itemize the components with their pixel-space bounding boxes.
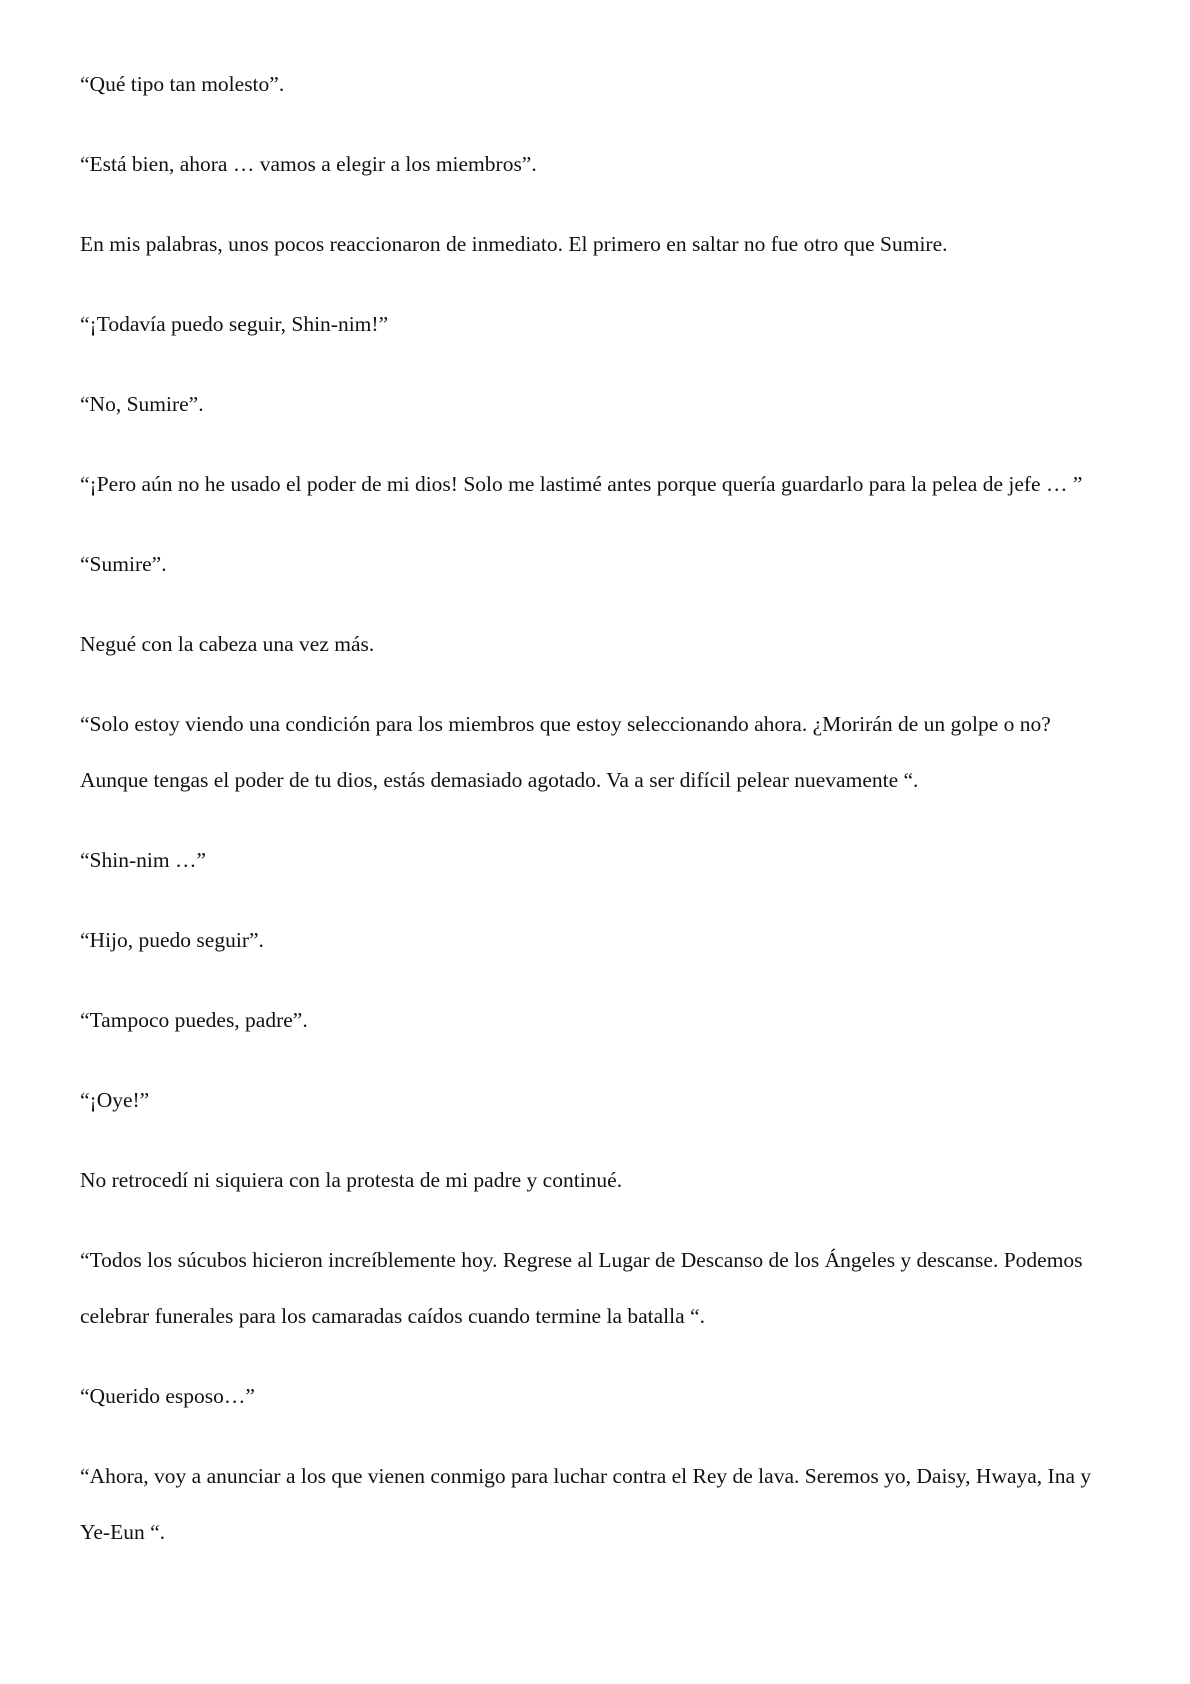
paragraph-3: En mis palabras, unos pocos reaccionaron de inmediato. El primero en saltar no fue otro que Sumire.: [80, 232, 948, 256]
paragraph-5: “No, Sumire”.: [80, 392, 204, 416]
paragraph-1: “Qué tipo tan molesto”.: [80, 72, 285, 96]
document-body: [80, 56, 1120, 1584]
paragraph-12: “Tampoco puedes, padre”.: [80, 1008, 308, 1032]
paragraph-10: “Shin-nim …”: [80, 848, 206, 872]
paragraph-9: “Solo estoy viendo una condición para los miembros que estoy seleccionando ahora. ¿Morirán de un golpe o no? Aunque tengas el poder de tu dios, estás demasiado agotado. Va a ser difícil pelear nuevamente “.: [80, 712, 1051, 792]
paragraph-6: “¡Pero aún no he usado el poder de mi dios! Solo me lastimé antes porque quería guardarlo para la pelea de jefe … ”: [80, 472, 1083, 496]
paragraph-15: “Todos los súcubos hicieron increíblemente hoy. Regrese al Lugar de Descanso de los Ángeles y descanse. Podemos celebrar funerales para los camaradas caídos cuando termine la batalla “.: [80, 1248, 1083, 1328]
paragraph-4: “¡Todavía puedo seguir, Shin-nim!”: [80, 312, 389, 336]
paragraph-13: “¡Oye!”: [80, 1088, 150, 1112]
paragraph-7: “Sumire”.: [80, 552, 167, 576]
paragraph-11: “Hijo, puedo seguir”.: [80, 928, 264, 952]
paragraph-2: “Está bien, ahora … vamos a elegir a los miembros”.: [80, 152, 537, 176]
paragraph-16: “Querido esposo…”: [80, 1384, 255, 1408]
paragraph-14: No retrocedí ni siquiera con la protesta de mi padre y continué.: [80, 1168, 623, 1192]
paragraph-17: “Ahora, voy a anunciar a los que vienen conmigo para luchar contra el Rey de lava. Seremos yo, Daisy, Hwaya, Ina y Ye-Eun “.: [80, 1464, 1092, 1544]
paragraph-8: Negué con la cabeza una vez más.: [80, 632, 375, 656]
